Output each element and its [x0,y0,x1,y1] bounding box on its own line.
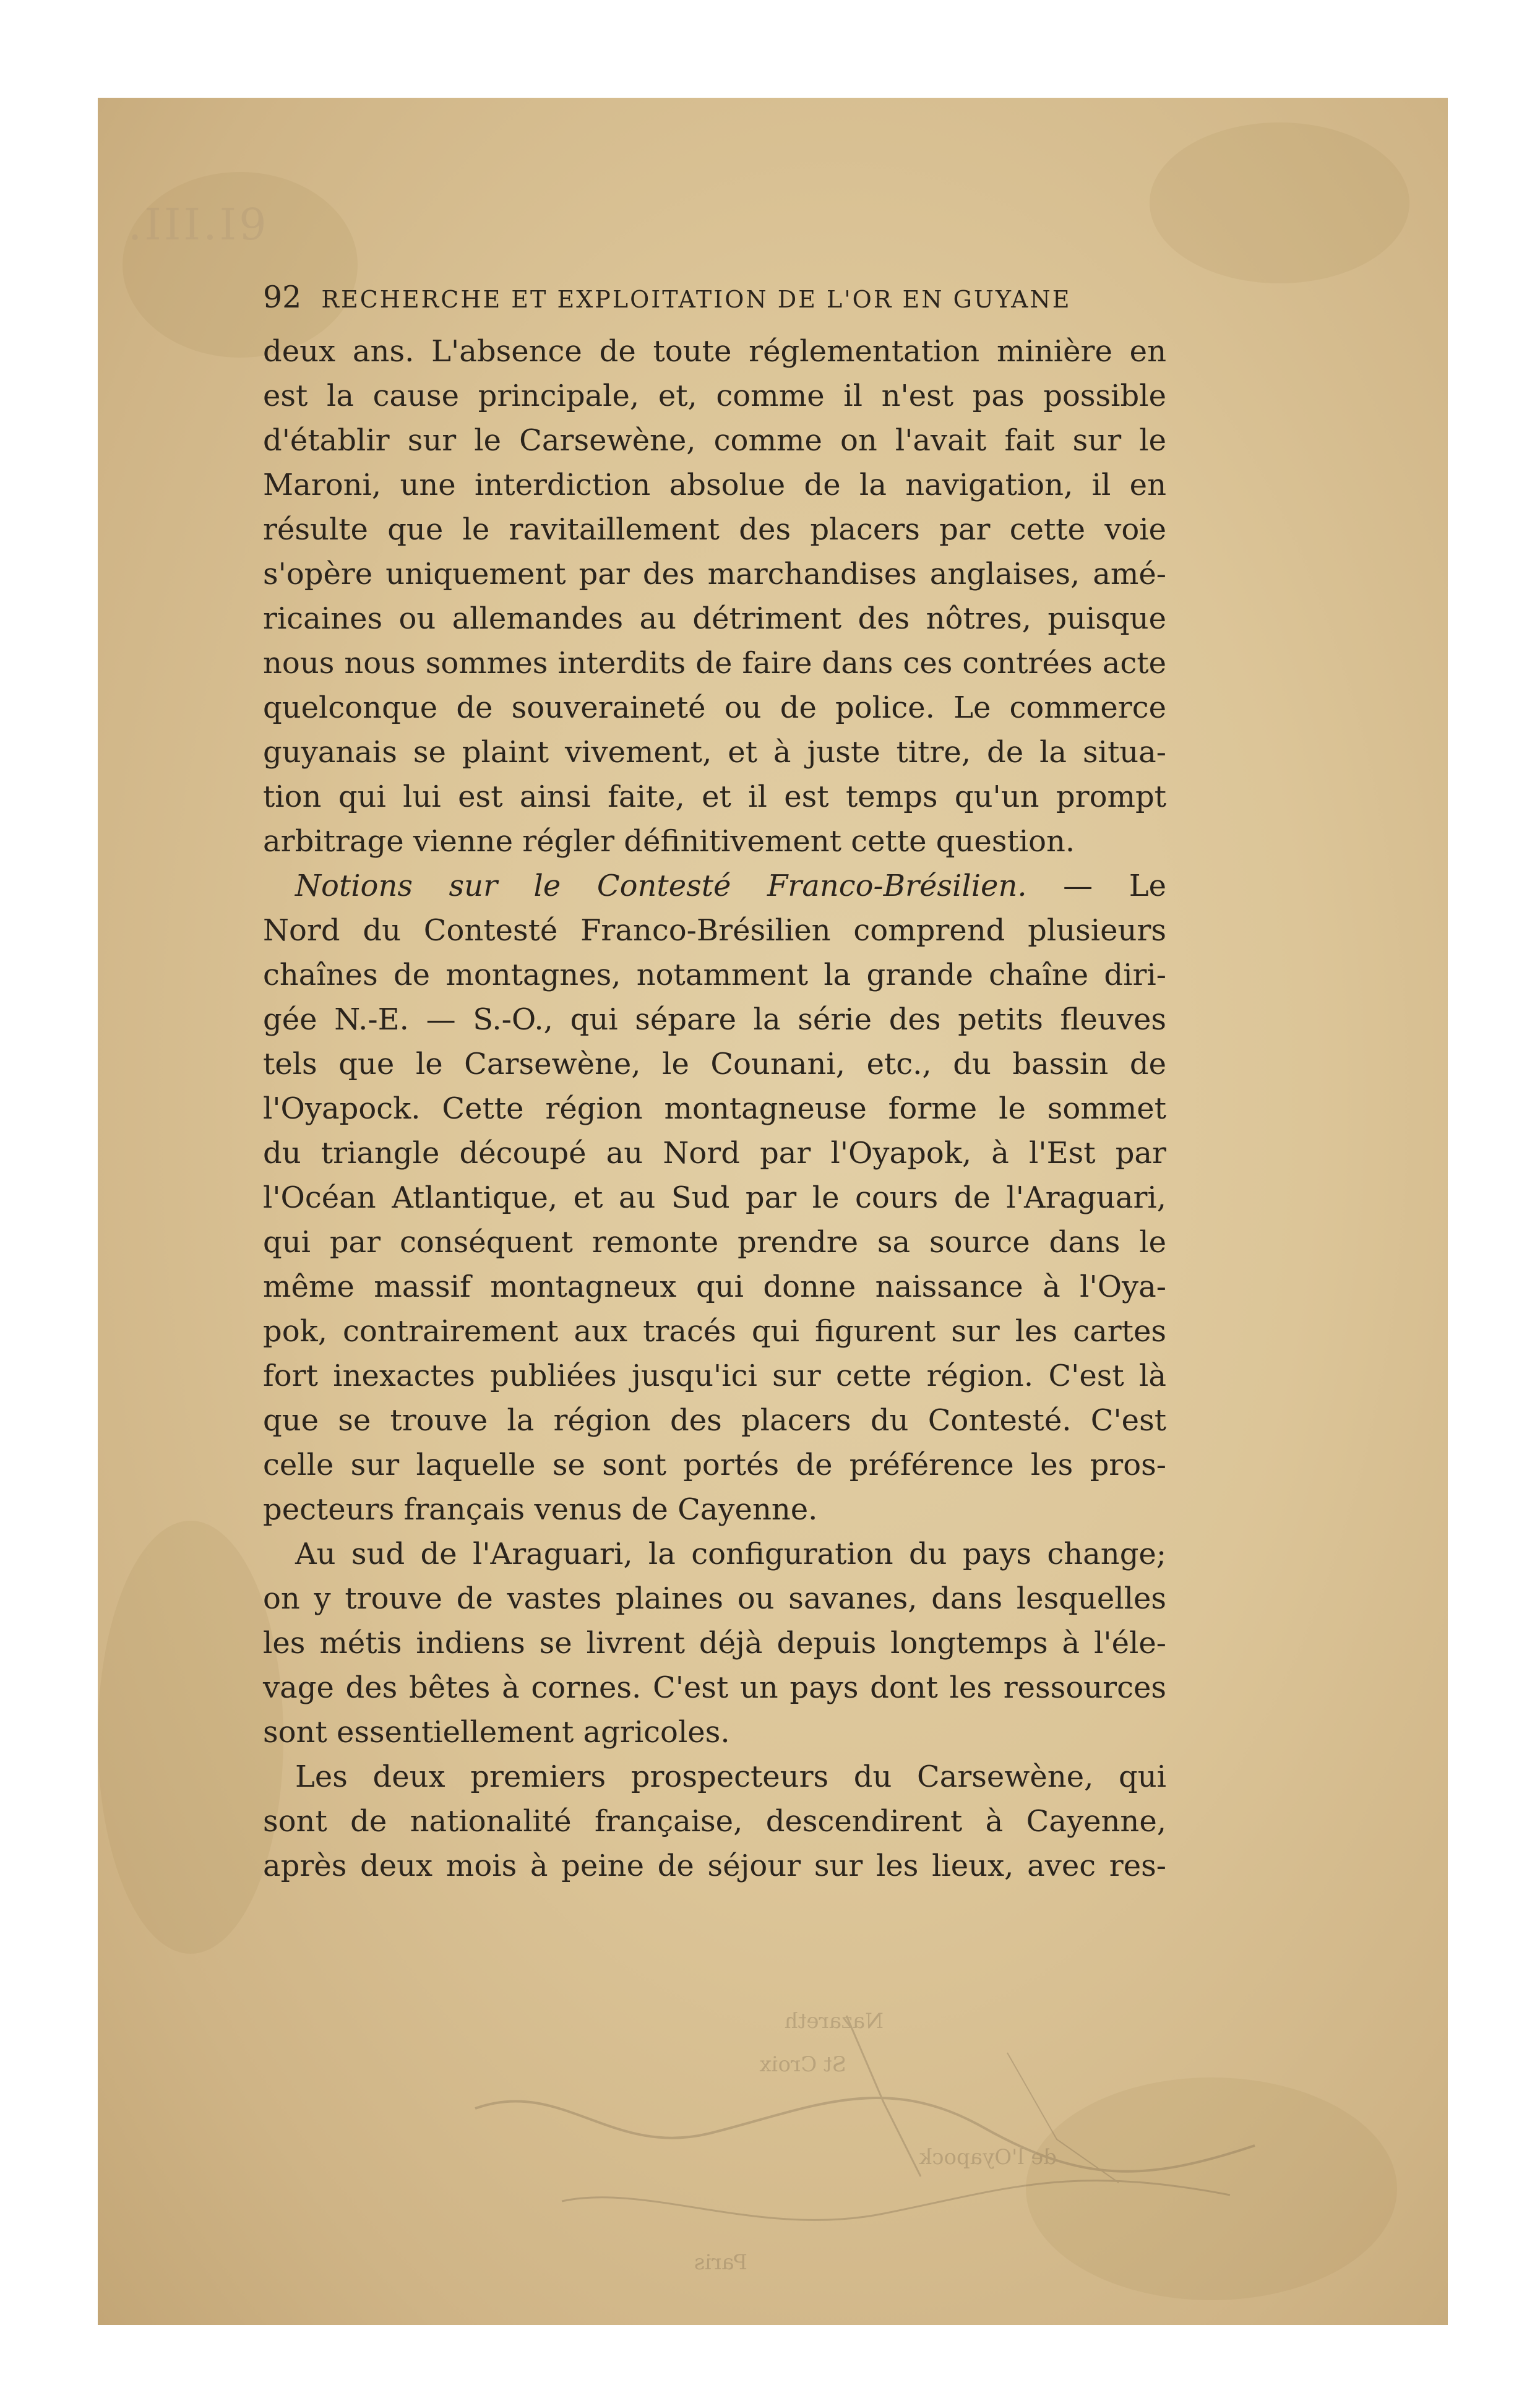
text-line: Les deux premiers prospecteurs du Carsewène, qui [295,1759,1166,1794]
text-line: qui par conséquent remonte prendre sa source dans le [263,1225,1166,1260]
text-line: deux ans. L'absence de toute réglementation minière en [263,334,1166,369]
paper-stain [98,1521,283,1954]
text-line: s'opère uniquement par des marchandises anglaises, amé- [263,557,1166,591]
text-line: l'Océan Atlantique, et au Sud par le cours de l'Araguari, [263,1180,1166,1215]
text-line: nous nous sommes interdits de faire dans ces contrées acte [263,646,1166,681]
svg-text:Paris: Paris [694,2250,747,2275]
section-heading-line [263,864,1166,908]
text-line: on y trouve de vastes plaines ou savanes, dans lesquelles [263,1581,1166,1616]
text-line: même massif montagneux qui donne naissance à l'Oya- [263,1270,1166,1304]
text-line: l'Oyapock. Cette région montagneuse forme le sommet [263,1091,1166,1126]
library-shelfmark: .III.I9 [128,199,269,250]
text-line: Nord du Contesté Franco-Brésilien comprend plusieurs [263,913,1166,948]
page-text [263,280,1166,1888]
text-line: sont de nationalité française, descendirent à Cayenne, [263,1804,1166,1839]
text-line: que se trouve la région des placers du Contesté. C'est [263,1403,1166,1438]
text-line: du triangle découpé au Nord par l'Oyapok, à l'Est par [263,1136,1166,1171]
svg-text:de l'Oyapock: de l'Oyapock [919,2145,1057,2170]
text-line: Maroni, une interdiction absolue de la navigation, il en [263,468,1166,502]
show-through-map [450,1979,1286,2325]
text-line: celle sur laquelle se sont portés de préférence les pros- [263,1448,1166,1482]
text-line: chaînes de montagnes, notamment la grande chaîne diri- [263,958,1166,992]
svg-text:St Croix: St Croix [759,2052,846,2077]
text-line: d'établir sur le Carsewène, comme on l'avait fait sur le [263,423,1166,458]
text-line: les métis indiens se livrent déjà depuis longtemps à l'éle- [263,1626,1166,1661]
text-line: résulte que le ravitaillement des placers par cette voie [263,512,1166,547]
page-number: 92 [263,280,302,315]
text-line: sont essentiellement agricoles. [263,1715,730,1750]
text-line: arbitrage vienne régler définitivement cette question. [263,824,1075,859]
text-line: ricaines ou allemandes au détriment des nôtres, puisque [263,601,1166,636]
svg-text:Nazareth: Nazareth [784,2009,884,2034]
running-title: RECHERCHE ET EXPLOITATION DE L'OR EN GUYANE [321,286,1072,313]
text-line: est la cause principale, et, comme il n'est pas possible [263,379,1166,413]
text-line: Au sud de l'Araguari, la configuration du pays change; [295,1537,1166,1571]
text-line: guyanais se plaint vivement, et à juste titre, de la situa- [263,735,1166,770]
text-line: tion qui lui est ainsi faite, et il est temps qu'un prompt [263,780,1166,814]
section-contested-territory [263,864,1166,1532]
text-line: quelconque de souveraineté ou de police. Le commerce [263,690,1166,725]
text-line: pok, contrairement aux tracés qui figurent sur les cartes [263,1314,1166,1349]
text-line: après deux mois à peine de séjour sur les lieux, avec res- [263,1849,1166,1883]
running-header [263,280,1166,329]
section-heading: Notions sur le Contesté Franco-Brésilien. [295,869,1027,903]
text-line: pecteurs français venus de Cayenne. [263,1492,818,1527]
text-line: gée N.-E. — S.-O., qui sépare la série des petits fleuves [263,1002,1166,1037]
text-line: tels que le Carsewène, le Counani, etc., du bassin de [263,1047,1166,1081]
text-line: fort inexactes publiées jusqu'ici sur cette région. C'est là [263,1359,1166,1393]
paragraph-savannas [263,1532,1166,1755]
paper-stain [1150,122,1409,283]
text-line: vage des bêtes à cornes. C'est un pays dont les ressources [263,1670,1166,1705]
paragraph-prospectors [263,1755,1166,1888]
section-heading-tail: — Le [1026,869,1167,903]
paragraph-1 [263,329,1166,864]
